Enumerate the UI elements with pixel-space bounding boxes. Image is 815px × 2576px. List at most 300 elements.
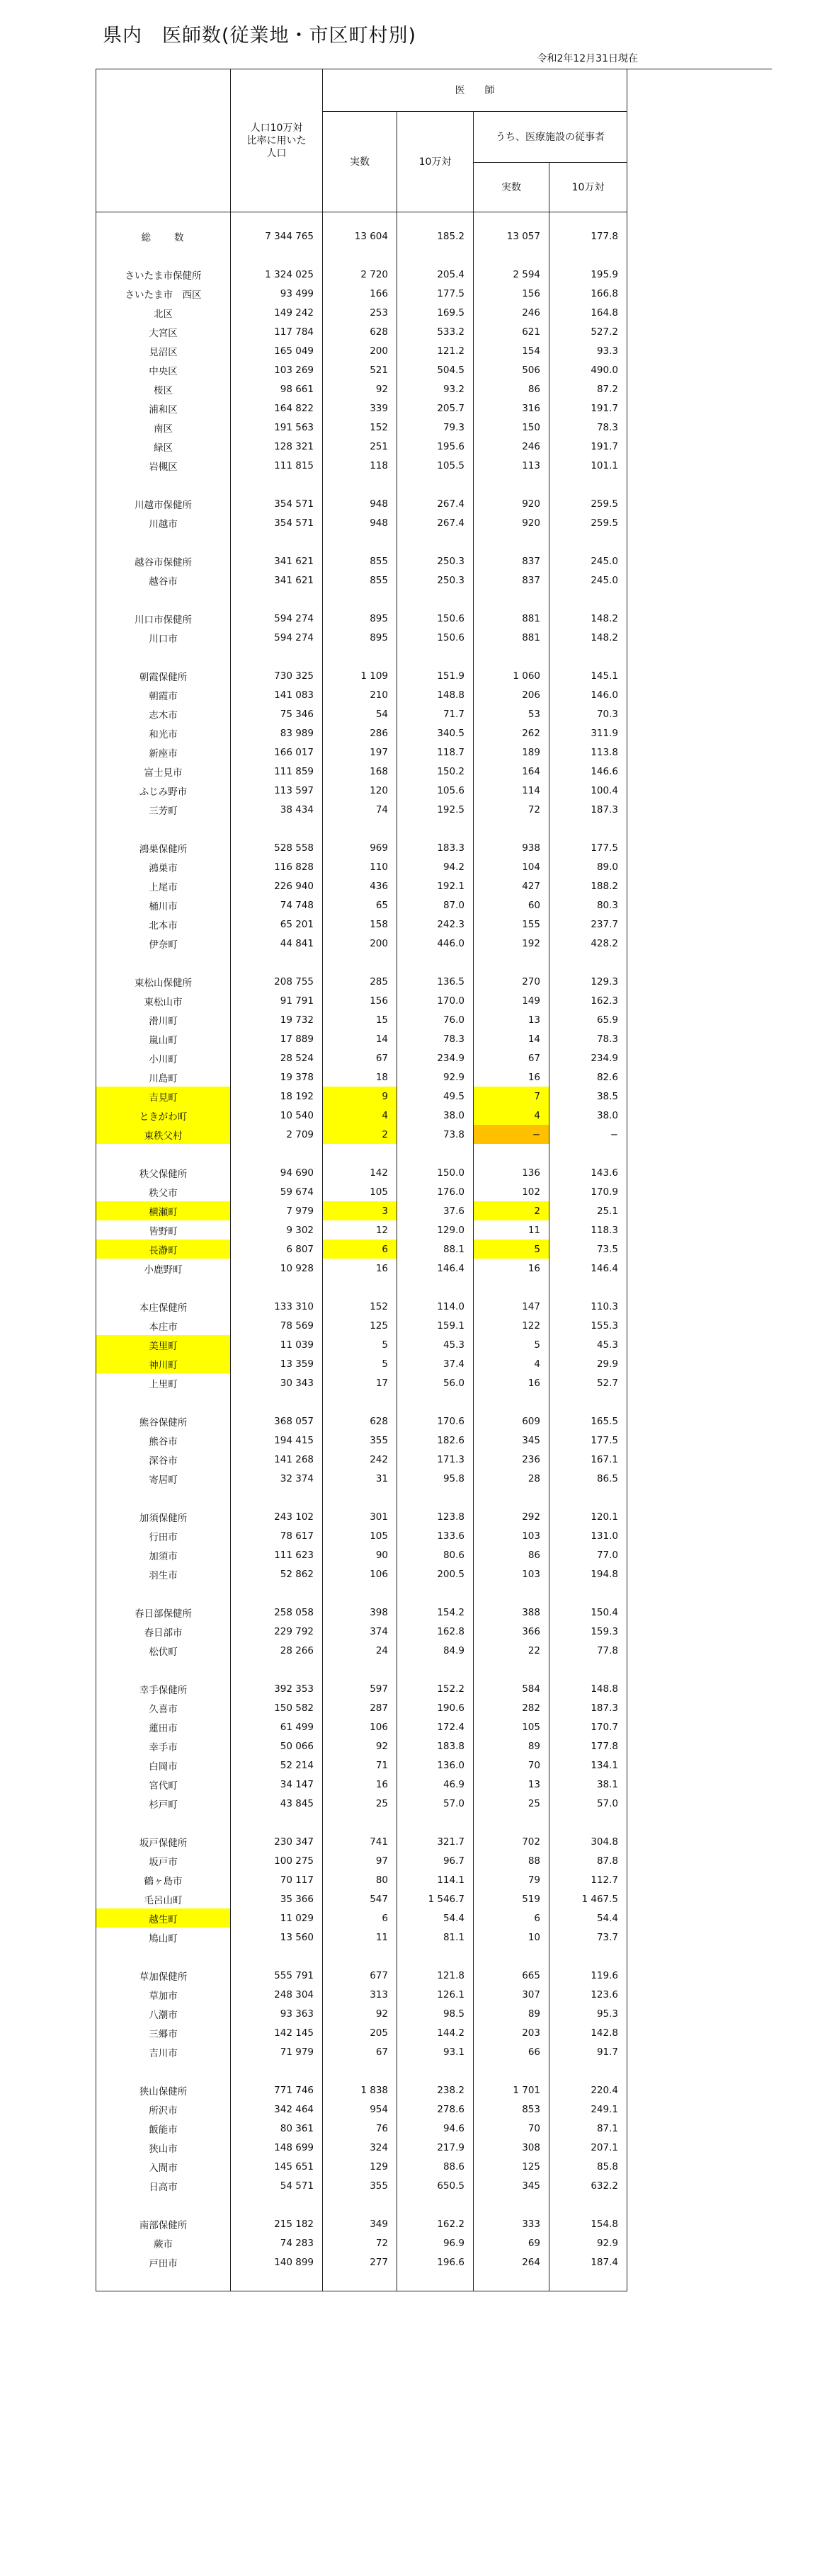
doctor-count-cell: 14 xyxy=(323,1029,397,1048)
facility-rate-cell: 73.5 xyxy=(549,1240,627,1259)
doctor-count-table-wrapper xyxy=(96,69,627,2291)
population-cell: 133 310 xyxy=(231,1297,323,1316)
population-cell: 1 324 025 xyxy=(231,265,323,284)
region-name-cell: 嵐山町 xyxy=(96,1029,231,1048)
facility-count-cell: 28 xyxy=(474,1469,549,1488)
population-cell: 165 049 xyxy=(231,341,323,360)
population-cell: 215 182 xyxy=(231,2214,323,2233)
doctor-count-cell: 106 xyxy=(323,1717,397,1736)
facility-count-cell: 147 xyxy=(474,1297,549,1316)
region-name-cell: 草加市 xyxy=(96,1985,231,2004)
doctor-count-cell: 197 xyxy=(323,743,397,762)
population-cell: 142 145 xyxy=(231,2023,323,2042)
population-cell: 28 266 xyxy=(231,1641,323,1660)
doctor-count-cell: 125 xyxy=(323,1316,397,1335)
doctor-rate-cell: 95.8 xyxy=(397,1469,474,1488)
table-row xyxy=(96,1717,627,1736)
population-cell: 13 359 xyxy=(231,1354,323,1373)
doctor-rate-cell: 144.2 xyxy=(397,2023,474,2042)
doctor-count-cell: 6 xyxy=(323,1240,397,1259)
doctor-count-cell: 4 xyxy=(323,1106,397,1125)
doctor-count-cell: 2 720 xyxy=(323,265,397,284)
facility-rate-cell: 234.9 xyxy=(549,1048,627,1067)
facility-rate-cell: 1 467.5 xyxy=(549,1889,627,1908)
doctor-rate-cell: 650.5 xyxy=(397,2176,474,2195)
facility-count-cell: 60 xyxy=(474,895,549,915)
region-name-cell: 秩父保健所 xyxy=(96,1163,231,1182)
facility-count-cell: 5 xyxy=(474,1240,549,1259)
doctor-rate-cell: 172.4 xyxy=(397,1717,474,1736)
population-cell: 50 066 xyxy=(231,1736,323,1756)
region-name-cell: 本庄保健所 xyxy=(96,1297,231,1316)
doctor-rate-cell: 37.4 xyxy=(397,1354,474,1373)
region-name-cell: 加須保健所 xyxy=(96,1507,231,1526)
doctor-count-cell: 855 xyxy=(323,571,397,590)
region-name-cell: 東松山市 xyxy=(96,991,231,1010)
facility-rate-cell: 177.8 xyxy=(549,227,627,246)
doctor-count-cell: 92 xyxy=(323,1736,397,1756)
facility-rate-cell: 91.7 xyxy=(549,2042,627,2061)
facility-count-cell: 316 xyxy=(474,399,549,418)
doctor-count-cell: 436 xyxy=(323,876,397,895)
region-name-cell: 南部保健所 xyxy=(96,2214,231,2233)
doctor-count-cell: 71 xyxy=(323,1756,397,1775)
doctor-rate-cell: 121.2 xyxy=(397,341,474,360)
facility-rate-cell: 100.4 xyxy=(549,781,627,800)
doctor-rate-cell: 340.5 xyxy=(397,723,474,743)
facility-count-cell: 1 701 xyxy=(474,2080,549,2100)
region-name-cell: 朝霞保健所 xyxy=(96,666,231,685)
doctor-rate-cell: 114.1 xyxy=(397,1870,474,1889)
doctor-count-cell: 895 xyxy=(323,609,397,628)
facility-rate-cell: 29.9 xyxy=(549,1354,627,1373)
facility-count-cell: 67 xyxy=(474,1048,549,1067)
facility-count-cell: 79 xyxy=(474,1870,549,1889)
facility-rate-cell: 92.9 xyxy=(549,2233,627,2252)
table-row xyxy=(96,1469,627,1488)
facility-rate-cell: 120.1 xyxy=(549,1507,627,1526)
doctor-count-cell: 597 xyxy=(323,1679,397,1698)
population-cell: 141 268 xyxy=(231,1450,323,1469)
doctor-rate-cell: 159.1 xyxy=(397,1316,474,1335)
region-name-cell: 所沢市 xyxy=(96,2100,231,2119)
region-name-cell: 秩父市 xyxy=(96,1182,231,1201)
doctor-count-cell: 142 xyxy=(323,1163,397,1182)
doctor-rate-cell: 93.1 xyxy=(397,2042,474,2061)
region-name-cell: 蓮田市 xyxy=(96,1717,231,1736)
doctor-count-cell: 120 xyxy=(323,781,397,800)
population-cell: 78 569 xyxy=(231,1316,323,1335)
facility-rate-cell: 146.0 xyxy=(549,685,627,704)
doctor-count-cell: 12 xyxy=(323,1220,397,1240)
population-cell: 70 117 xyxy=(231,1870,323,1889)
spacer-row xyxy=(96,590,627,609)
region-name-cell: 神川町 xyxy=(96,1354,231,1373)
population-cell: 52 214 xyxy=(231,1756,323,1775)
doctor-rate-cell: 1 546.7 xyxy=(397,1889,474,1908)
table-row xyxy=(96,1106,627,1125)
header-count: 実数 xyxy=(323,112,397,212)
region-name-cell: 桶川市 xyxy=(96,895,231,915)
doctor-count-cell: 547 xyxy=(323,1889,397,1908)
doctor-rate-cell: 533.2 xyxy=(397,322,474,341)
population-cell: 43 845 xyxy=(231,1794,323,1813)
doctor-count-cell: 286 xyxy=(323,723,397,743)
facility-rate-cell: 85.8 xyxy=(549,2157,627,2176)
region-name-cell: 熊谷保健所 xyxy=(96,1412,231,1431)
population-cell: 18 192 xyxy=(231,1087,323,1106)
facility-count-cell: 621 xyxy=(474,322,549,341)
facility-count-cell: 114 xyxy=(474,781,549,800)
facility-rate-cell: 38.1 xyxy=(549,1775,627,1794)
population-cell: 191 563 xyxy=(231,418,323,437)
spacer-row xyxy=(96,1584,627,1603)
region-name-cell: 幸手市 xyxy=(96,1736,231,1756)
facility-rate-cell: 110.3 xyxy=(549,1297,627,1316)
doctor-count-cell: 76 xyxy=(323,2119,397,2138)
region-name-cell: 松伏町 xyxy=(96,1641,231,1660)
facility-rate-cell: 80.3 xyxy=(549,895,627,915)
region-name-cell: 宮代町 xyxy=(96,1775,231,1794)
population-cell: 93 363 xyxy=(231,2004,323,2023)
facility-count-cell: 345 xyxy=(474,2176,549,2195)
doctor-count-cell: 628 xyxy=(323,322,397,341)
region-name-cell: ときがわ町 xyxy=(96,1106,231,1125)
region-name-cell: 川越市保健所 xyxy=(96,494,231,513)
facility-count-cell: 270 xyxy=(474,972,549,991)
facility-rate-cell: 220.4 xyxy=(549,2080,627,2100)
facility-rate-cell: 177.5 xyxy=(549,1431,627,1450)
facility-rate-cell: 527.2 xyxy=(549,322,627,341)
facility-rate-cell: 191.7 xyxy=(549,399,627,418)
facility-count-cell: 236 xyxy=(474,1450,549,1469)
facility-count-cell: 920 xyxy=(474,494,549,513)
doctor-count-cell: 13 604 xyxy=(323,227,397,246)
doctor-rate-cell: 267.4 xyxy=(397,494,474,513)
facility-rate-cell: 170.7 xyxy=(549,1717,627,1736)
doctor-rate-cell: 192.5 xyxy=(397,800,474,819)
doctor-rate-cell: 98.5 xyxy=(397,2004,474,2023)
table-row xyxy=(96,1259,627,1278)
facility-count-cell: 86 xyxy=(474,379,549,399)
doctor-count-cell: 105 xyxy=(323,1182,397,1201)
facility-rate-cell: 159.3 xyxy=(549,1622,627,1641)
spacer-row xyxy=(96,1392,627,1412)
table-row xyxy=(96,1125,627,1144)
population-cell: 354 571 xyxy=(231,494,323,513)
facility-rate-cell: 177.8 xyxy=(549,1736,627,1756)
doctor-count-cell: 106 xyxy=(323,1564,397,1584)
doctor-rate-cell: 205.4 xyxy=(397,265,474,284)
population-cell: 111 815 xyxy=(231,456,323,475)
table-row xyxy=(96,284,627,303)
doctor-rate-cell: 46.9 xyxy=(397,1775,474,1794)
doctor-rate-cell: 136.5 xyxy=(397,972,474,991)
table-row xyxy=(96,1698,627,1717)
doctor-count-cell: 5 xyxy=(323,1354,397,1373)
doctor-rate-cell: 73.8 xyxy=(397,1125,474,1144)
facility-rate-cell: 187.3 xyxy=(549,800,627,819)
facility-count-cell: 69 xyxy=(474,2233,549,2252)
region-name-cell: 加須市 xyxy=(96,1545,231,1564)
facility-count-cell: 1 060 xyxy=(474,666,549,685)
doctor-rate-cell: 195.6 xyxy=(397,437,474,456)
doctor-rate-cell: 504.5 xyxy=(397,360,474,379)
population-cell: 74 748 xyxy=(231,895,323,915)
doctor-rate-cell: 84.9 xyxy=(397,1641,474,1660)
region-name-cell: 総 数 xyxy=(96,227,231,246)
table-row xyxy=(96,857,627,876)
population-cell: 94 690 xyxy=(231,1163,323,1182)
facility-rate-cell: − xyxy=(549,1125,627,1144)
population-cell: 116 828 xyxy=(231,857,323,876)
table-row xyxy=(96,915,627,934)
facility-count-cell: 881 xyxy=(474,609,549,628)
doctor-rate-cell: 321.7 xyxy=(397,1832,474,1851)
population-cell: 150 582 xyxy=(231,1698,323,1717)
region-name-cell: 三芳町 xyxy=(96,800,231,819)
population-cell: 6 807 xyxy=(231,1240,323,1259)
doctor-rate-cell: 192.1 xyxy=(397,876,474,895)
doctor-count-cell: 11 xyxy=(323,1928,397,1947)
facility-rate-cell: 148.2 xyxy=(549,609,627,628)
facility-rate-cell: 259.5 xyxy=(549,494,627,513)
facility-rate-cell: 87.2 xyxy=(549,379,627,399)
facility-rate-cell: 119.6 xyxy=(549,1966,627,1985)
table-header xyxy=(96,69,627,212)
population-cell: 98 661 xyxy=(231,379,323,399)
facility-rate-cell: 632.2 xyxy=(549,2176,627,2195)
population-cell: 113 597 xyxy=(231,781,323,800)
table-row xyxy=(96,2119,627,2138)
doctor-count-cell: 92 xyxy=(323,2004,397,2023)
table-row xyxy=(96,1431,627,1450)
doctor-rate-cell: 79.3 xyxy=(397,418,474,437)
doctor-rate-cell: 88.1 xyxy=(397,1240,474,1259)
table-row xyxy=(96,628,627,647)
as-of-date: 令和2年12月31日現在 xyxy=(537,53,638,64)
doctor-count-cell: 16 xyxy=(323,1775,397,1794)
table-row xyxy=(96,341,627,360)
population-cell: 71 979 xyxy=(231,2042,323,2061)
table-row xyxy=(96,571,627,590)
region-name-cell: 川口市 xyxy=(96,628,231,647)
doctor-count-cell: 895 xyxy=(323,628,397,647)
table-row xyxy=(96,1928,627,1947)
region-name-cell: 鴻巣保健所 xyxy=(96,838,231,857)
region-name-cell: 坂戸保健所 xyxy=(96,1832,231,1851)
facility-rate-cell: 123.6 xyxy=(549,1985,627,2004)
spacer-row xyxy=(96,1278,627,1297)
facility-count-cell: 113 xyxy=(474,456,549,475)
doctor-count-cell: 1 838 xyxy=(323,2080,397,2100)
table-row xyxy=(96,1622,627,1641)
facility-rate-cell: 177.5 xyxy=(549,838,627,857)
spacer-row xyxy=(96,2061,627,2080)
doctor-rate-cell: 183.8 xyxy=(397,1736,474,1756)
facility-count-cell: 702 xyxy=(474,1832,549,1851)
table-row xyxy=(96,1029,627,1048)
population-cell: 730 325 xyxy=(231,666,323,685)
table-row xyxy=(96,2214,627,2233)
table-row xyxy=(96,2138,627,2157)
table-row xyxy=(96,666,627,685)
facility-rate-cell: 148.8 xyxy=(549,1679,627,1698)
facility-count-cell: 70 xyxy=(474,1756,549,1775)
total-row xyxy=(96,227,627,246)
population-cell: 166 017 xyxy=(231,743,323,762)
table-row xyxy=(96,895,627,915)
region-name-cell: 滑川町 xyxy=(96,1010,231,1029)
facility-rate-cell: 245.0 xyxy=(549,551,627,571)
region-name-cell: 飯能市 xyxy=(96,2119,231,2138)
doctor-count-cell: 2 xyxy=(323,1125,397,1144)
table-row xyxy=(96,2023,627,2042)
doctor-count-cell: 948 xyxy=(323,513,397,532)
spacer-row xyxy=(96,819,627,838)
facility-rate-cell: 57.0 xyxy=(549,1794,627,1813)
population-cell: 141 083 xyxy=(231,685,323,704)
facility-count-cell: 246 xyxy=(474,437,549,456)
doctor-count-cell: 1 109 xyxy=(323,666,397,685)
facility-rate-cell: 146.4 xyxy=(549,1259,627,1278)
region-name-cell: 鶴ヶ島市 xyxy=(96,1870,231,1889)
region-name-cell: 坂戸市 xyxy=(96,1851,231,1870)
facility-rate-cell: 237.7 xyxy=(549,915,627,934)
doctor-rate-cell: 185.2 xyxy=(397,227,474,246)
population-cell: 74 283 xyxy=(231,2233,323,2252)
doctor-rate-cell: 38.0 xyxy=(397,1106,474,1125)
table-row xyxy=(96,1163,627,1182)
facility-rate-cell: 142.8 xyxy=(549,2023,627,2042)
region-name-cell: 春日部保健所 xyxy=(96,1603,231,1622)
facility-count-cell: 246 xyxy=(474,303,549,322)
population-cell: 38 434 xyxy=(231,800,323,819)
doctor-rate-cell: 114.0 xyxy=(397,1297,474,1316)
table-row xyxy=(96,2157,627,2176)
table-row xyxy=(96,1316,627,1335)
population-cell: 19 732 xyxy=(231,1010,323,1029)
population-cell: 208 755 xyxy=(231,972,323,991)
region-name-cell: 寄居町 xyxy=(96,1469,231,1488)
spacer-row xyxy=(96,1947,627,1966)
doctor-count-cell: 9 xyxy=(323,1087,397,1106)
facility-count-cell: 105 xyxy=(474,1717,549,1736)
region-name-cell: 緑区 xyxy=(96,437,231,456)
population-cell: 392 353 xyxy=(231,1679,323,1698)
doctor-rate-cell: 76.0 xyxy=(397,1010,474,1029)
population-cell: 226 940 xyxy=(231,876,323,895)
doctor-rate-cell: 71.7 xyxy=(397,704,474,723)
table-row xyxy=(96,838,627,857)
facility-rate-cell: 245.0 xyxy=(549,571,627,590)
doctor-rate-cell: 446.0 xyxy=(397,934,474,953)
table-row xyxy=(96,1775,627,1794)
region-name-cell: 北本市 xyxy=(96,915,231,934)
region-name-cell: 幸手保健所 xyxy=(96,1679,231,1698)
facility-count-cell: 66 xyxy=(474,2042,549,2061)
doctor-rate-cell: 54.4 xyxy=(397,1908,474,1928)
region-name-cell: 上里町 xyxy=(96,1373,231,1392)
table-row xyxy=(96,1641,627,1660)
doctor-rate-cell: 150.0 xyxy=(397,1163,474,1182)
facility-rate-cell: 113.8 xyxy=(549,743,627,762)
region-name-cell: 越谷市 xyxy=(96,571,231,590)
spacer-row xyxy=(96,2272,627,2291)
facility-rate-cell: 134.1 xyxy=(549,1756,627,1775)
page-title: 県内 医師数(従業地・市区町村別) xyxy=(103,25,417,47)
doctor-count-cell: 277 xyxy=(323,2252,397,2272)
population-cell: 342 464 xyxy=(231,2100,323,2119)
facility-count-cell: 853 xyxy=(474,2100,549,2119)
population-cell: 2 709 xyxy=(231,1125,323,1144)
region-name-cell: 皆野町 xyxy=(96,1220,231,1240)
facility-rate-cell: 87.1 xyxy=(549,2119,627,2138)
population-cell: 80 361 xyxy=(231,2119,323,2138)
facility-count-cell: 14 xyxy=(474,1029,549,1048)
region-name-cell: 白岡市 xyxy=(96,1756,231,1775)
doctor-rate-cell: 121.8 xyxy=(397,1966,474,1985)
doctor-rate-cell: 57.0 xyxy=(397,1794,474,1813)
table-body xyxy=(96,212,627,2291)
doctor-count-cell: 355 xyxy=(323,1431,397,1450)
facility-count-cell: 13 xyxy=(474,1010,549,1029)
facility-count-cell: 837 xyxy=(474,571,549,590)
facility-count-cell: 308 xyxy=(474,2138,549,2157)
population-cell: 103 269 xyxy=(231,360,323,379)
facility-rate-cell: 54.4 xyxy=(549,1908,627,1928)
facility-rate-cell: 87.8 xyxy=(549,1851,627,1870)
table-row xyxy=(96,418,627,437)
table-row xyxy=(96,1297,627,1316)
doctor-rate-cell: 162.2 xyxy=(397,2214,474,2233)
population-cell: 229 792 xyxy=(231,1622,323,1641)
facility-rate-cell: 170.9 xyxy=(549,1182,627,1201)
header-mf-count: 実数 xyxy=(474,163,549,212)
facility-rate-cell: 194.8 xyxy=(549,1564,627,1584)
facility-count-cell: 10 xyxy=(474,1928,549,1947)
population-cell: 594 274 xyxy=(231,609,323,628)
table-row xyxy=(96,551,627,571)
facility-count-cell: 88 xyxy=(474,1851,549,1870)
population-cell: 54 571 xyxy=(231,2176,323,2195)
population-cell: 594 274 xyxy=(231,628,323,647)
facility-rate-cell: 101.1 xyxy=(549,456,627,475)
doctor-count-cell: 15 xyxy=(323,1010,397,1029)
doctor-rate-cell: 129.0 xyxy=(397,1220,474,1240)
facility-rate-cell: 150.4 xyxy=(549,1603,627,1622)
table-row xyxy=(96,2176,627,2195)
doctor-rate-cell: 196.6 xyxy=(397,2252,474,2272)
population-cell: 528 558 xyxy=(231,838,323,857)
table-row xyxy=(96,1182,627,1201)
population-cell: 9 302 xyxy=(231,1220,323,1240)
population-cell: 11 039 xyxy=(231,1335,323,1354)
table-row xyxy=(96,1201,627,1220)
facility-count-cell: 25 xyxy=(474,1794,549,1813)
table-row xyxy=(96,1966,627,1985)
doctor-count-cell: 205 xyxy=(323,2023,397,2042)
facility-rate-cell: 162.3 xyxy=(549,991,627,1010)
doctor-rate-cell: 171.3 xyxy=(397,1450,474,1469)
table-row xyxy=(96,1373,627,1392)
doctor-count-cell: 156 xyxy=(323,991,397,1010)
facility-count-cell: 122 xyxy=(474,1316,549,1335)
population-cell: 59 674 xyxy=(231,1182,323,1201)
region-name-cell: 春日部市 xyxy=(96,1622,231,1641)
region-name-cell: 深谷市 xyxy=(96,1450,231,1469)
doctor-rate-cell: 151.9 xyxy=(397,666,474,685)
